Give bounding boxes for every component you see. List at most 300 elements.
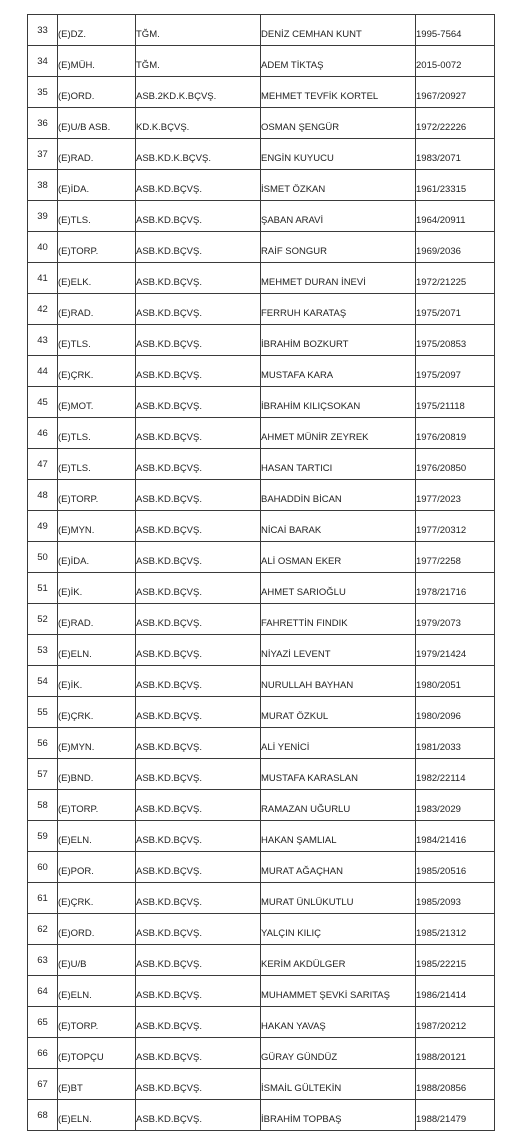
registry-number-cell bbox=[416, 15, 495, 46]
row-number bbox=[28, 418, 58, 449]
table-row bbox=[28, 542, 495, 573]
registry-number-cell-text: 1977/2023 bbox=[416, 493, 461, 505]
full-name-cell-text: MURAT ÜNLÜKUTLU bbox=[261, 896, 354, 908]
branch-cell-text: (E)U/B ASB. bbox=[58, 121, 111, 133]
table-row bbox=[28, 201, 495, 232]
rank-cell-text: ASB.KD.BÇVŞ. bbox=[136, 245, 202, 257]
branch-cell bbox=[58, 77, 136, 108]
row-number bbox=[28, 170, 58, 201]
rank-cell-text: ASB.KD.BÇVŞ. bbox=[136, 183, 202, 195]
rank-cell-text: ASB.KD.BÇVŞ. bbox=[136, 431, 202, 443]
rank-cell-text: ASB.KD.BÇVŞ. bbox=[136, 1051, 202, 1063]
branch-cell bbox=[58, 542, 136, 573]
registry-number-cell bbox=[416, 945, 495, 976]
rank-cell bbox=[136, 728, 261, 759]
full-name-cell-text: FAHRETTİN FINDIK bbox=[261, 617, 348, 629]
row-number bbox=[28, 883, 58, 914]
branch-cell bbox=[58, 697, 136, 728]
rank-cell bbox=[136, 759, 261, 790]
row-number-text: 65 bbox=[37, 1016, 48, 1028]
registry-number-cell-text: 1980/2051 bbox=[416, 679, 461, 691]
row-number-text: 47 bbox=[37, 458, 48, 470]
table-row bbox=[28, 139, 495, 170]
row-number bbox=[28, 511, 58, 542]
row-number bbox=[28, 1100, 58, 1131]
branch-cell bbox=[58, 294, 136, 325]
branch-cell-text: (E)MOT. bbox=[58, 400, 94, 412]
row-number bbox=[28, 201, 58, 232]
row-number-text: 63 bbox=[37, 954, 48, 966]
table-row bbox=[28, 449, 495, 480]
registry-number-cell-text: 1983/2029 bbox=[416, 803, 461, 815]
branch-cell-text: (E)TLS. bbox=[58, 338, 91, 350]
full-name-cell bbox=[261, 77, 416, 108]
rank-cell bbox=[136, 449, 261, 480]
branch-cell-text: (E)İK. bbox=[58, 586, 83, 598]
full-name-cell-text: HAKAN YAVAŞ bbox=[261, 1020, 326, 1032]
branch-cell bbox=[58, 511, 136, 542]
row-number-text: 62 bbox=[37, 923, 48, 935]
full-name-cell bbox=[261, 604, 416, 635]
full-name-cell bbox=[261, 1007, 416, 1038]
full-name-cell bbox=[261, 573, 416, 604]
registry-number-cell-text: 1985/21312 bbox=[416, 927, 467, 939]
registry-number-cell-text: 1988/20856 bbox=[416, 1082, 467, 1094]
full-name-cell bbox=[261, 728, 416, 759]
branch-cell-text: (E)POR. bbox=[58, 865, 94, 877]
branch-cell bbox=[58, 1007, 136, 1038]
branch-cell-text: (E)RAD. bbox=[58, 617, 94, 629]
branch-cell-text: (E)ELN. bbox=[58, 1113, 92, 1125]
branch-cell-text: (E)ORD. bbox=[58, 90, 95, 102]
registry-number-cell-text: 1985/22215 bbox=[416, 958, 467, 970]
table-row bbox=[28, 604, 495, 635]
row-number bbox=[28, 573, 58, 604]
branch-cell bbox=[58, 1069, 136, 1100]
branch-cell-text: (E)BT bbox=[58, 1082, 83, 1094]
branch-cell-text: (E)MYN. bbox=[58, 741, 95, 753]
table-row bbox=[28, 1069, 495, 1100]
row-number bbox=[28, 976, 58, 1007]
registry-number-cell bbox=[416, 635, 495, 666]
branch-cell bbox=[58, 418, 136, 449]
table-row bbox=[28, 232, 495, 263]
branch-cell-text: (E)TORP. bbox=[58, 245, 99, 257]
row-number-text: 57 bbox=[37, 768, 48, 780]
full-name-cell-text: MEHMET DURAN İNEVİ bbox=[261, 276, 366, 288]
rank-cell-text: ASB.KD.BÇVŞ. bbox=[136, 307, 202, 319]
row-number-text: 54 bbox=[37, 675, 48, 687]
rank-cell bbox=[136, 573, 261, 604]
table-row bbox=[28, 883, 495, 914]
branch-cell-text: (E)ELN. bbox=[58, 834, 92, 846]
row-number-text: 50 bbox=[37, 551, 48, 563]
full-name-cell bbox=[261, 170, 416, 201]
rank-cell-text: ASB.KD.BÇVŞ. bbox=[136, 865, 202, 877]
rank-cell-text: ASB.KD.BÇVŞ. bbox=[136, 400, 202, 412]
registry-number-cell bbox=[416, 418, 495, 449]
table-row bbox=[28, 914, 495, 945]
rank-cell bbox=[136, 1007, 261, 1038]
registry-number-cell bbox=[416, 697, 495, 728]
table-row bbox=[28, 573, 495, 604]
row-number-text: 55 bbox=[37, 706, 48, 718]
rank-cell-text: ASB.KD.BÇVŞ. bbox=[136, 338, 202, 350]
rank-cell bbox=[136, 170, 261, 201]
row-number bbox=[28, 15, 58, 46]
registry-number-cell-text: 1979/2073 bbox=[416, 617, 461, 629]
row-number-text: 42 bbox=[37, 303, 48, 315]
table-row bbox=[28, 635, 495, 666]
table-row bbox=[28, 1038, 495, 1069]
registry-number-cell-text: 1988/20121 bbox=[416, 1051, 467, 1063]
branch-cell-text: (E)İDA. bbox=[58, 183, 90, 195]
branch-cell bbox=[58, 356, 136, 387]
table-row bbox=[28, 387, 495, 418]
full-name-cell-text: MURAT ÖZKUL bbox=[261, 710, 329, 722]
rank-cell-text: ASB.2KD.K.BÇVŞ. bbox=[136, 90, 217, 102]
registry-number-cell bbox=[416, 883, 495, 914]
table-row bbox=[28, 46, 495, 77]
registry-number-cell-text: 1975/2071 bbox=[416, 307, 461, 319]
row-number-text: 67 bbox=[37, 1078, 48, 1090]
rank-cell-text: ASB.KD.BÇVŞ. bbox=[136, 555, 202, 567]
row-number bbox=[28, 697, 58, 728]
row-number bbox=[28, 635, 58, 666]
rank-cell bbox=[136, 325, 261, 356]
rank-cell-text: ASB.KD.BÇVŞ. bbox=[136, 896, 202, 908]
rank-cell bbox=[136, 294, 261, 325]
table-row bbox=[28, 666, 495, 697]
full-name-cell-text: YALÇIN KILIÇ bbox=[261, 927, 322, 939]
full-name-cell bbox=[261, 666, 416, 697]
row-number-text: 44 bbox=[37, 365, 48, 377]
row-number-text: 33 bbox=[37, 24, 48, 36]
branch-cell bbox=[58, 573, 136, 604]
rank-cell-text: ASB.KD.BÇVŞ. bbox=[136, 1020, 202, 1032]
full-name-cell-text: GÜRAY GÜNDÜZ bbox=[261, 1051, 338, 1063]
rank-cell-text: TĞM. bbox=[136, 59, 160, 71]
rank-cell-text: ASB.KD.BÇVŞ. bbox=[136, 214, 202, 226]
row-number-text: 40 bbox=[37, 241, 48, 253]
row-number bbox=[28, 108, 58, 139]
row-number bbox=[28, 542, 58, 573]
registry-number-cell-text: 1978/21716 bbox=[416, 586, 467, 598]
full-name-cell bbox=[261, 511, 416, 542]
branch-cell-text: (E)İK. bbox=[58, 679, 83, 691]
rank-cell bbox=[136, 666, 261, 697]
full-name-cell-text: İSMAİL GÜLTEKİN bbox=[261, 1082, 342, 1094]
registry-number-cell-text: 1987/20212 bbox=[416, 1020, 467, 1032]
rank-cell bbox=[136, 542, 261, 573]
row-number bbox=[28, 263, 58, 294]
branch-cell bbox=[58, 325, 136, 356]
branch-cell-text: (E)TLS. bbox=[58, 431, 91, 443]
branch-cell bbox=[58, 139, 136, 170]
full-name-cell bbox=[261, 976, 416, 1007]
rank-cell bbox=[136, 15, 261, 46]
full-name-cell-text: MURAT AĞAÇHAN bbox=[261, 865, 343, 877]
row-number-text: 36 bbox=[37, 117, 48, 129]
table-row bbox=[28, 790, 495, 821]
row-number bbox=[28, 449, 58, 480]
row-number-text: 60 bbox=[37, 861, 48, 873]
registry-number-cell-text: 1977/2258 bbox=[416, 555, 461, 567]
rank-cell-text: ASB.KD.BÇVŞ. bbox=[136, 276, 202, 288]
rank-cell bbox=[136, 356, 261, 387]
full-name-cell bbox=[261, 108, 416, 139]
full-name-cell bbox=[261, 852, 416, 883]
row-number bbox=[28, 790, 58, 821]
full-name-cell-text: HASAN TARTICI bbox=[261, 462, 333, 474]
rank-cell-text: ASB.KD.BÇVŞ. bbox=[136, 648, 202, 660]
full-name-cell-text: HAKAN ŞAMLIAL bbox=[261, 834, 337, 846]
branch-cell bbox=[58, 1100, 136, 1131]
row-number bbox=[28, 387, 58, 418]
branch-cell-text: (E)TORP. bbox=[58, 493, 99, 505]
full-name-cell-text: ENGİN KUYUCU bbox=[261, 152, 334, 164]
branch-cell bbox=[58, 449, 136, 480]
table-row bbox=[28, 77, 495, 108]
full-name-cell bbox=[261, 449, 416, 480]
row-number bbox=[28, 139, 58, 170]
registry-number-cell bbox=[416, 480, 495, 511]
registry-number-cell bbox=[416, 852, 495, 883]
registry-number-cell-text: 1986/21414 bbox=[416, 989, 467, 1001]
registry-number-cell bbox=[416, 542, 495, 573]
full-name-cell bbox=[261, 480, 416, 511]
rank-cell-text: ASB.KD.BÇVŞ. bbox=[136, 989, 202, 1001]
full-name-cell-text: DENİZ CEMHAN KUNT bbox=[261, 28, 362, 40]
row-number bbox=[28, 945, 58, 976]
rank-cell-text: ASB.KD.BÇVŞ. bbox=[136, 710, 202, 722]
row-number-text: 52 bbox=[37, 613, 48, 625]
branch-cell-text: (E)TOPÇU bbox=[58, 1051, 104, 1063]
rank-cell-text: ASB.KD.BÇVŞ. bbox=[136, 772, 202, 784]
rank-cell bbox=[136, 46, 261, 77]
full-name-cell-text: FERRUH KARATAŞ bbox=[261, 307, 347, 319]
branch-cell bbox=[58, 387, 136, 418]
rank-cell-text: TĞM. bbox=[136, 28, 160, 40]
registry-number-cell bbox=[416, 604, 495, 635]
registry-number-cell bbox=[416, 108, 495, 139]
registry-number-cell-text: 1988/21479 bbox=[416, 1113, 467, 1125]
full-name-cell-text: RAMAZAN UĞURLU bbox=[261, 803, 351, 815]
table-row bbox=[28, 1100, 495, 1131]
full-name-cell-text: BAHADDİN BİCAN bbox=[261, 493, 342, 505]
registry-number-cell bbox=[416, 46, 495, 77]
table-row bbox=[28, 356, 495, 387]
rank-cell-text: ASB.KD.BÇVŞ. bbox=[136, 927, 202, 939]
row-number-text: 56 bbox=[37, 737, 48, 749]
rank-cell-text: KD.K.BÇVŞ. bbox=[136, 121, 190, 133]
row-number-text: 35 bbox=[37, 86, 48, 98]
full-name-cell-text: ADEM TİKTAŞ bbox=[261, 59, 324, 71]
branch-cell-text: (E)MÜH. bbox=[58, 59, 95, 71]
branch-cell bbox=[58, 945, 136, 976]
branch-cell bbox=[58, 46, 136, 77]
full-name-cell-text: AHMET MÜNİR ZEYREK bbox=[261, 431, 369, 443]
branch-cell-text: (E)ÇRK. bbox=[58, 710, 94, 722]
rank-cell bbox=[136, 418, 261, 449]
row-number-text: 45 bbox=[37, 396, 48, 408]
personnel-table-body bbox=[28, 15, 495, 1131]
registry-number-cell bbox=[416, 77, 495, 108]
branch-cell bbox=[58, 635, 136, 666]
rank-cell-text: ASB.KD.BÇVŞ. bbox=[136, 803, 202, 815]
rank-cell bbox=[136, 883, 261, 914]
branch-cell bbox=[58, 790, 136, 821]
registry-number-cell bbox=[416, 201, 495, 232]
full-name-cell bbox=[261, 790, 416, 821]
row-number-text: 53 bbox=[37, 644, 48, 656]
registry-number-cell-text: 1979/21424 bbox=[416, 648, 467, 660]
registry-number-cell-text: 1964/20911 bbox=[416, 214, 466, 226]
row-number bbox=[28, 356, 58, 387]
row-number bbox=[28, 232, 58, 263]
rank-cell bbox=[136, 1038, 261, 1069]
full-name-cell bbox=[261, 914, 416, 945]
table-row bbox=[28, 108, 495, 139]
full-name-cell-text: AHMET SARIOĞLU bbox=[261, 586, 346, 598]
rank-cell bbox=[136, 1069, 261, 1100]
full-name-cell-text: NİCAİ BARAK bbox=[261, 524, 322, 536]
rank-cell bbox=[136, 387, 261, 418]
branch-cell-text: (E)RAD. bbox=[58, 152, 94, 164]
registry-number-cell bbox=[416, 170, 495, 201]
full-name-cell bbox=[261, 139, 416, 170]
branch-cell-text: (E)ÇRK. bbox=[58, 369, 94, 381]
branch-cell-text: (E)BND. bbox=[58, 772, 94, 784]
branch-cell-text: (E)ELN. bbox=[58, 989, 92, 1001]
full-name-cell bbox=[261, 201, 416, 232]
full-name-cell bbox=[261, 325, 416, 356]
table-row bbox=[28, 852, 495, 883]
branch-cell-text: (E)RAD. bbox=[58, 307, 94, 319]
row-number-text: 34 bbox=[37, 55, 48, 67]
full-name-cell bbox=[261, 294, 416, 325]
branch-cell bbox=[58, 232, 136, 263]
table-row bbox=[28, 418, 495, 449]
rank-cell bbox=[136, 790, 261, 821]
full-name-cell bbox=[261, 46, 416, 77]
registry-number-cell bbox=[416, 1007, 495, 1038]
rank-cell bbox=[136, 263, 261, 294]
full-name-cell-text: MUSTAFA KARA bbox=[261, 369, 334, 381]
branch-cell bbox=[58, 759, 136, 790]
registry-number-cell-text: 1985/20516 bbox=[416, 865, 467, 877]
row-number-text: 64 bbox=[37, 985, 48, 997]
branch-cell-text: (E)ÇRK. bbox=[58, 896, 94, 908]
rank-cell bbox=[136, 139, 261, 170]
registry-number-cell-text: 1985/2093 bbox=[416, 896, 461, 908]
full-name-cell bbox=[261, 1069, 416, 1100]
table-row bbox=[28, 976, 495, 1007]
rank-cell bbox=[136, 635, 261, 666]
full-name-cell bbox=[261, 387, 416, 418]
registry-number-cell bbox=[416, 294, 495, 325]
full-name-cell-text: ŞABAN ARAVİ bbox=[261, 214, 324, 226]
branch-cell bbox=[58, 1038, 136, 1069]
registry-number-cell bbox=[416, 139, 495, 170]
registry-number-cell-text: 1982/22114 bbox=[416, 772, 466, 784]
branch-cell bbox=[58, 666, 136, 697]
full-name-cell-text: İBRAHİM TOPBAŞ bbox=[261, 1113, 342, 1125]
document-page bbox=[27, 14, 495, 1131]
row-number-text: 66 bbox=[37, 1047, 48, 1059]
full-name-cell bbox=[261, 15, 416, 46]
row-number bbox=[28, 77, 58, 108]
rank-cell bbox=[136, 821, 261, 852]
row-number-text: 41 bbox=[37, 272, 48, 284]
branch-cell bbox=[58, 728, 136, 759]
row-number-text: 58 bbox=[37, 799, 48, 811]
registry-number-cell-text: 1977/20312 bbox=[416, 524, 467, 536]
registry-number-cell bbox=[416, 1069, 495, 1100]
rank-cell bbox=[136, 201, 261, 232]
table-row bbox=[28, 945, 495, 976]
table-row bbox=[28, 821, 495, 852]
registry-number-cell-text: 1972/21225 bbox=[416, 276, 467, 288]
rank-cell bbox=[136, 697, 261, 728]
rank-cell bbox=[136, 914, 261, 945]
registry-number-cell bbox=[416, 573, 495, 604]
full-name-cell-text: İBRAHİM BOZKURT bbox=[261, 338, 349, 350]
full-name-cell bbox=[261, 263, 416, 294]
registry-number-cell bbox=[416, 728, 495, 759]
registry-number-cell-text: 1976/20850 bbox=[416, 462, 467, 474]
full-name-cell-text: İBRAHİM KILIÇSOKAN bbox=[261, 400, 361, 412]
rank-cell-text: ASB.KD.BÇVŞ. bbox=[136, 741, 202, 753]
registry-number-cell bbox=[416, 1100, 495, 1131]
full-name-cell-text: NİYAZİ LEVENT bbox=[261, 648, 331, 660]
full-name-cell bbox=[261, 821, 416, 852]
rank-cell bbox=[136, 77, 261, 108]
registry-number-cell bbox=[416, 976, 495, 1007]
rank-cell-text: ASB.KD.BÇVŞ. bbox=[136, 679, 202, 691]
row-number-text: 61 bbox=[37, 892, 48, 904]
branch-cell bbox=[58, 170, 136, 201]
branch-cell bbox=[58, 108, 136, 139]
row-number bbox=[28, 852, 58, 883]
registry-number-cell-text: 1981/2033 bbox=[416, 741, 461, 753]
row-number-text: 37 bbox=[37, 148, 48, 160]
table-row bbox=[28, 697, 495, 728]
branch-cell bbox=[58, 976, 136, 1007]
table-row bbox=[28, 263, 495, 294]
table-row bbox=[28, 728, 495, 759]
rank-cell bbox=[136, 976, 261, 1007]
branch-cell-text: (E)TLS. bbox=[58, 462, 91, 474]
registry-number-cell-text: 1975/21118 bbox=[416, 400, 465, 412]
rank-cell bbox=[136, 108, 261, 139]
rank-cell-text: ASB.KD.BÇVŞ. bbox=[136, 1113, 202, 1125]
table-row bbox=[28, 294, 495, 325]
rank-cell bbox=[136, 945, 261, 976]
registry-number-cell-text: 1967/20927 bbox=[416, 90, 467, 102]
full-name-cell-text: MEHMET TEVFİK KORTEL bbox=[261, 90, 379, 102]
row-number bbox=[28, 759, 58, 790]
full-name-cell bbox=[261, 759, 416, 790]
row-number-text: 38 bbox=[37, 179, 48, 191]
branch-cell bbox=[58, 263, 136, 294]
rank-cell-text: ASB.KD.BÇVŞ. bbox=[136, 834, 202, 846]
branch-cell bbox=[58, 914, 136, 945]
branch-cell-text: (E)DZ. bbox=[58, 28, 86, 40]
branch-cell bbox=[58, 201, 136, 232]
registry-number-cell bbox=[416, 232, 495, 263]
branch-cell-text: (E)ELK. bbox=[58, 276, 92, 288]
